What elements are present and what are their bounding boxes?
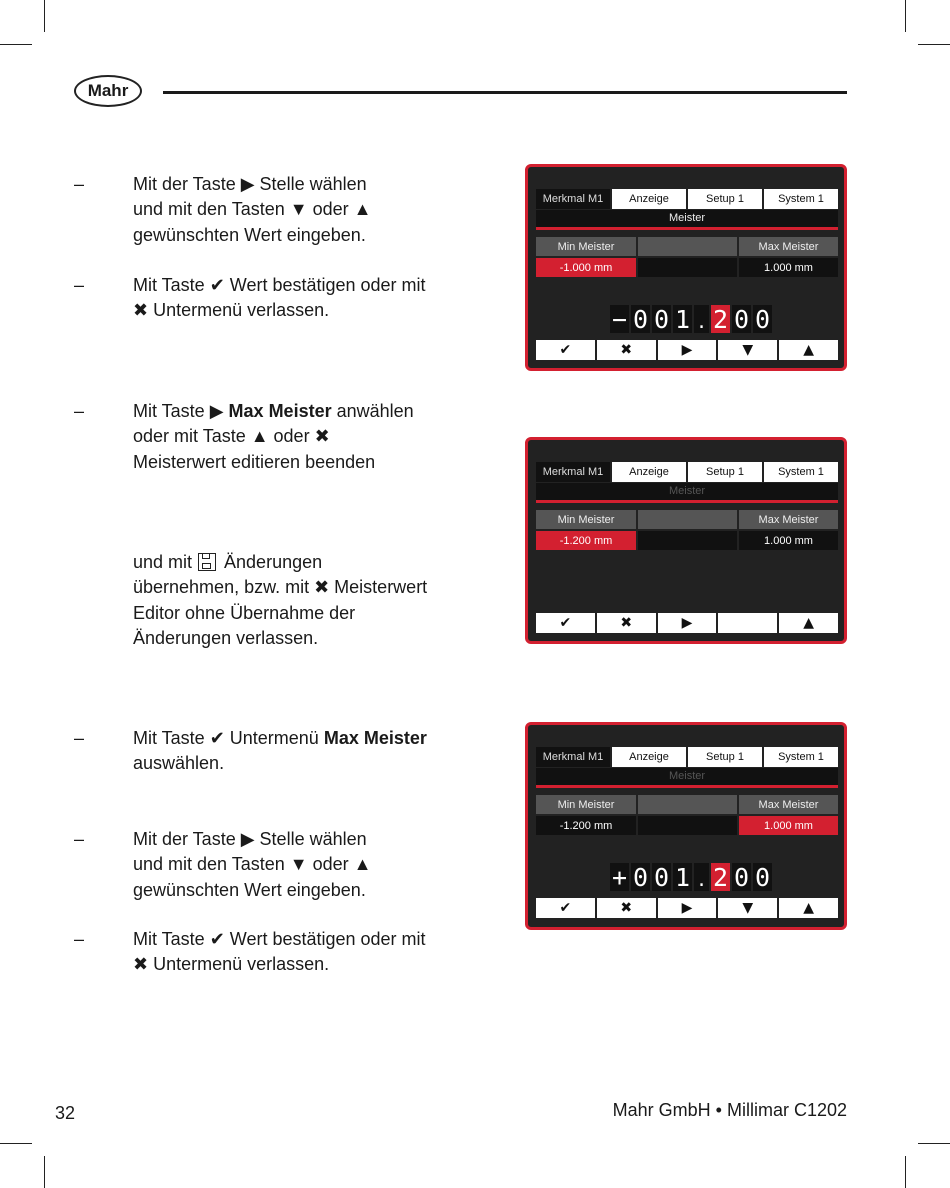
tab-system[interactable]: System 1: [764, 747, 838, 767]
bullet-dash: –: [74, 401, 85, 421]
max-meister-header: Max Meister: [739, 795, 838, 814]
tab-merkmal[interactable]: Merkmal M1: [536, 747, 610, 767]
instruction-7: [133, 927, 463, 978]
confirm-key[interactable]: ✔: [536, 340, 595, 360]
up-key[interactable]: ▲: [779, 340, 838, 360]
instruction-line: Mit Taste ✔ Wert bestätigen oder mit: [133, 275, 426, 295]
instruction-line: gewünschten Wert eingeben.: [133, 224, 366, 245]
cancel-key[interactable]: ✖: [597, 898, 656, 918]
mahr-logo: [74, 75, 142, 107]
crop-mark: [918, 1143, 950, 1144]
tab-anzeige[interactable]: Anzeige: [612, 747, 686, 767]
device-screen-2: [525, 437, 847, 644]
instruction-line: gewünschten Wert eingeben.: [133, 879, 366, 900]
text-span: Mit Taste ✔ Untermenü: [133, 728, 324, 748]
text-span: anwählen: [331, 401, 414, 421]
down-key[interactable]: ▼: [718, 340, 777, 360]
max-meister-header: Max Meister: [739, 237, 838, 256]
selected-digit[interactable]: 2: [712, 862, 729, 892]
max-meister-header: Max Meister: [739, 510, 838, 529]
crop-mark: [0, 44, 32, 45]
softkey-bar: [536, 613, 838, 633]
softkey-bar: [536, 898, 838, 918]
bold-term: Max Meister: [323, 728, 427, 748]
instruction-line: [133, 399, 463, 424]
max-meister-value[interactable]: 1.000 mm: [739, 531, 838, 550]
accent-line: [536, 785, 838, 788]
instruction-1: [133, 172, 463, 248]
text-span: und mit: [133, 552, 193, 572]
min-meister-header: Min Meister: [536, 510, 636, 529]
bullet-dash: –: [74, 275, 85, 295]
decimal-point: .: [694, 305, 709, 333]
device-screen-1: [525, 164, 847, 371]
header-rule: [163, 91, 847, 94]
sign-digit[interactable]: −: [611, 304, 628, 334]
instruction-5: [133, 726, 463, 777]
softkey-bar: [536, 340, 838, 360]
digit[interactable]: 0: [733, 862, 750, 892]
logo-text: Mahr: [87, 81, 129, 100]
crop-mark: [0, 1143, 32, 1144]
digit-editor: [610, 863, 772, 891]
digit[interactable]: 0: [653, 862, 670, 892]
digit[interactable]: 0: [653, 304, 670, 334]
tab-system[interactable]: System 1: [764, 462, 838, 482]
right-key[interactable]: ▶: [658, 898, 717, 918]
digit[interactable]: 0: [632, 304, 649, 334]
tab-bar: [536, 747, 838, 767]
bullet-dash: –: [74, 174, 85, 194]
footer-company: Mahr GmbH • Millimar C1202: [612, 1100, 847, 1120]
value-spacer: [638, 816, 737, 835]
crop-mark: [44, 0, 45, 32]
crop-mark: [44, 1156, 45, 1188]
tab-setup[interactable]: Setup 1: [688, 189, 762, 209]
bullet-dash: –: [74, 829, 85, 849]
min-meister-value[interactable]: -1.200 mm: [536, 816, 636, 835]
tab-merkmal[interactable]: Merkmal M1: [536, 462, 610, 482]
tab-merkmal[interactable]: Merkmal M1: [536, 189, 610, 209]
min-meister-value[interactable]: -1.000 mm: [536, 258, 636, 277]
digit[interactable]: 0: [632, 862, 649, 892]
text-span: Änderungen: [224, 552, 323, 572]
instruction-line: übernehmen, bzw. mit ✖ Meisterwert: [133, 577, 428, 598]
bullet-dash: –: [74, 728, 85, 748]
screen-subtitle: Meister: [536, 483, 838, 500]
instruction-line: Mit der Taste ▶ Stelle wählen: [133, 174, 367, 194]
instruction-line: [133, 550, 463, 575]
value-spacer: [638, 531, 737, 550]
digit[interactable]: 0: [733, 304, 750, 334]
header-spacer: [638, 237, 737, 256]
instruction-4: [133, 550, 463, 651]
instruction-line: Änderungen verlassen.: [133, 627, 319, 648]
page-number: 32: [55, 1103, 76, 1123]
tab-anzeige[interactable]: Anzeige: [612, 189, 686, 209]
save-icon: [198, 553, 216, 571]
max-meister-value[interactable]: 1.000 mm: [739, 816, 838, 835]
device-screen-3: [525, 722, 847, 930]
instruction-line: Mit der Taste ▶ Stelle wählen: [133, 829, 367, 849]
header-spacer: [638, 510, 737, 529]
instruction-line: und mit den Tasten ▼ oder ▲: [133, 199, 372, 220]
accent-line: [536, 500, 838, 503]
confirm-key[interactable]: ✔: [536, 898, 595, 918]
tab-setup[interactable]: Setup 1: [688, 462, 762, 482]
value-spacer: [638, 258, 737, 277]
tab-bar: [536, 462, 838, 482]
screen-subtitle: Meister: [536, 210, 838, 227]
digit-editor: [610, 305, 772, 333]
min-meister-header: Min Meister: [536, 795, 636, 814]
tab-system[interactable]: System 1: [764, 189, 838, 209]
bold-term: Max Meister: [228, 401, 332, 421]
instruction-line: ✖ Untermenü verlassen.: [133, 954, 330, 975]
empty-key[interactable]: [718, 613, 777, 633]
sign-digit[interactable]: +: [611, 862, 628, 892]
digit[interactable]: 1: [674, 862, 691, 892]
crop-mark: [918, 44, 950, 45]
instruction-6: [133, 827, 463, 903]
instruction-line: oder mit Taste ▲ oder ✖: [133, 426, 330, 447]
selected-digit[interactable]: 2: [712, 304, 729, 334]
instruction-line: Editor ohne Übernahme der: [133, 602, 356, 623]
tab-setup[interactable]: Setup 1: [688, 747, 762, 767]
down-key[interactable]: ▼: [718, 898, 777, 918]
crop-mark: [905, 0, 906, 32]
right-key[interactable]: ▶: [658, 613, 717, 633]
min-meister-header: Min Meister: [536, 237, 636, 256]
up-key[interactable]: ▲: [779, 898, 838, 918]
min-meister-value[interactable]: -1.200 mm: [536, 531, 636, 550]
header-spacer: [638, 795, 737, 814]
instruction-line: Mit Taste ✔ Wert bestätigen oder mit: [133, 929, 426, 949]
instruction-line: ✖ Untermenü verlassen.: [133, 300, 330, 321]
up-key[interactable]: ▲: [779, 613, 838, 633]
instruction-3: [133, 399, 463, 475]
digit[interactable]: 0: [754, 862, 771, 892]
right-key[interactable]: ▶: [658, 340, 717, 360]
instruction-line: und mit den Tasten ▼ oder ▲: [133, 854, 372, 875]
tab-anzeige[interactable]: Anzeige: [612, 462, 686, 482]
cancel-key[interactable]: ✖: [597, 613, 656, 633]
tab-bar: [536, 189, 838, 209]
instruction-2: [133, 273, 463, 324]
digit[interactable]: 1: [674, 304, 691, 334]
accent-line: [536, 227, 838, 230]
max-meister-value[interactable]: 1.000 mm: [739, 258, 838, 277]
digit[interactable]: 0: [754, 304, 771, 334]
cancel-key[interactable]: ✖: [597, 340, 656, 360]
text-span: Mit Taste ▶: [133, 401, 229, 421]
instruction-line: auswählen.: [133, 753, 225, 774]
confirm-key[interactable]: ✔: [536, 613, 595, 633]
instruction-line: [133, 726, 463, 751]
instruction-line: Meisterwert editieren beenden: [133, 451, 376, 472]
crop-mark: [905, 1156, 906, 1188]
screen-subtitle: Meister: [536, 768, 838, 785]
bullet-dash: –: [74, 929, 85, 949]
decimal-point: .: [694, 863, 709, 891]
